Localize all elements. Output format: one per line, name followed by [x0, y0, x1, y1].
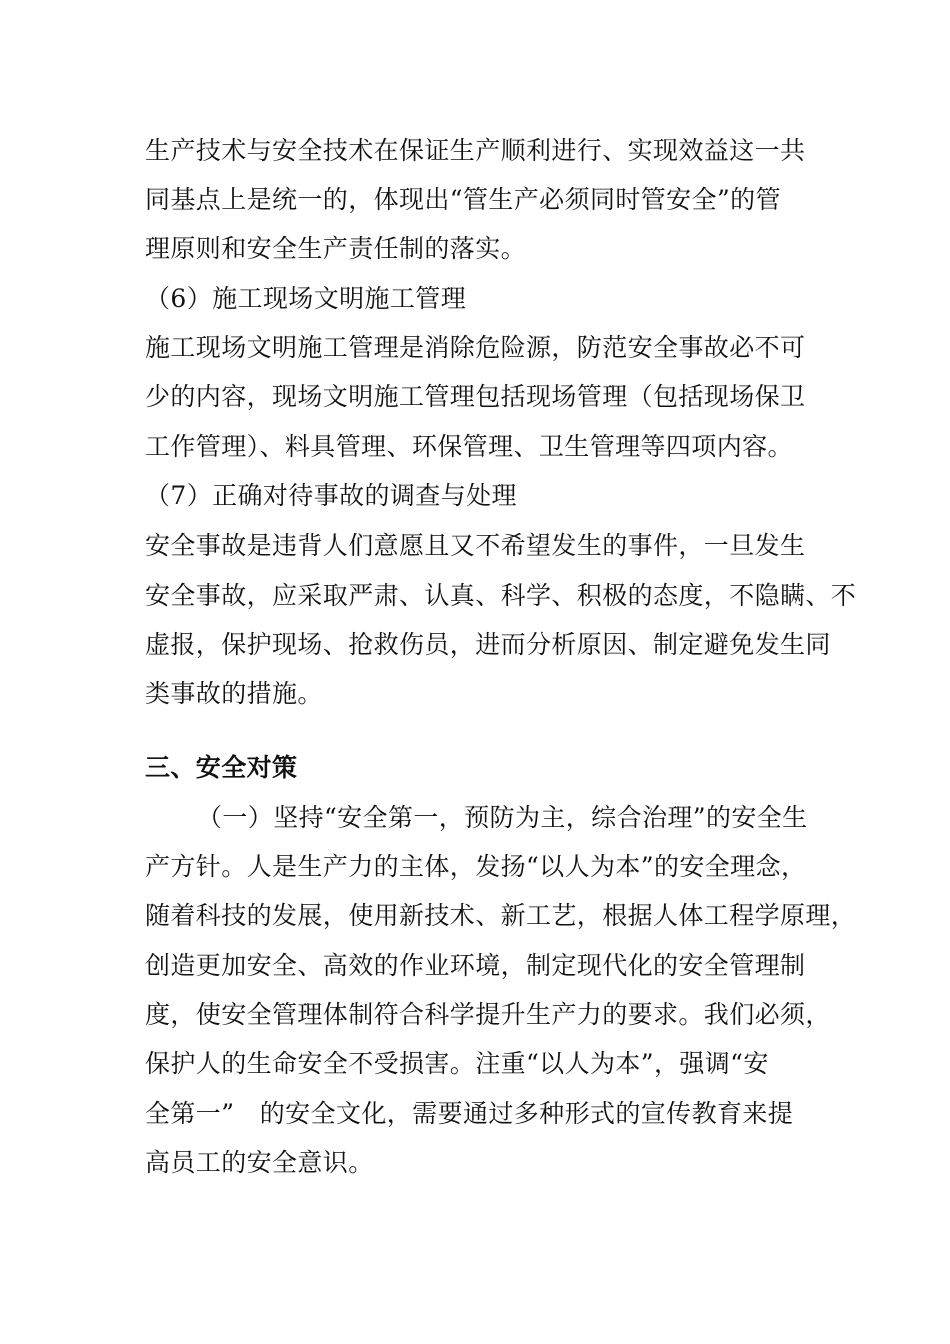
- item-7-title: （7）正确对待事故的调查与处理: [145, 481, 517, 510]
- paragraph-line: 安全事故，应采取严肃、认真、科学、积极的态度，不隐瞒、不: [145, 581, 857, 610]
- paragraph-line: （一）坚持“安全第一，预防为主，综合治理”的安全生: [197, 803, 808, 832]
- section-3-heading: 三、安全对策: [145, 753, 298, 782]
- paragraph-line: 产方针。人是生产力的主体，发扬“以人为本”的安全理念，: [145, 852, 807, 881]
- paragraph-line: 随着科技的发展，使用新技术、新工艺，根据人体工程学原理，: [145, 901, 857, 930]
- paragraph-line: 理原则和安全生产责任制的落实。: [145, 234, 527, 263]
- paragraph-line: 同基点上是统一的，体现出“管生产必须同时管安全”的管: [145, 185, 781, 214]
- paragraph-line: 度，使安全管理体制符合科学提升生产力的要求。我们必须，: [145, 1000, 831, 1029]
- item-6-title: （6）施工现场文明施工管理: [145, 284, 467, 313]
- paragraph-line: 施工现场文明施工管理是消除危险源，防范安全事故必不可: [145, 333, 806, 362]
- paragraph-line: 保护人的生命安全不受损害。注重“以人为本”，强调“安: [145, 1049, 769, 1078]
- paragraph-line: 类事故的措施。: [145, 679, 323, 708]
- paragraph-line: 生产技术与安全技术在保证生产顺利进行、实现效益这一共: [145, 136, 806, 165]
- paragraph-line: 虚报，保护现场、抢救伤员，进而分析原因、制定避免发生同: [145, 630, 831, 659]
- paragraph-line: 工作管理）、料具管理、环保管理、卫生管理等四项内容。: [145, 432, 793, 461]
- paragraph-line: 少的内容，现场文明施工管理包括现场管理（包括现场保卫: [145, 382, 806, 411]
- paragraph-line: 全第一” 的安全文化，需要通过多种形式的宣传教育来提: [145, 1099, 794, 1128]
- paragraph-line: 安全事故是违背人们意愿且又不希望发生的事件，一旦发生: [145, 531, 806, 560]
- paragraph-line: 创造更加安全、高效的作业环境，制定现代化的安全管理制: [145, 951, 806, 980]
- paragraph-line: 高员工的安全意识。: [145, 1148, 374, 1177]
